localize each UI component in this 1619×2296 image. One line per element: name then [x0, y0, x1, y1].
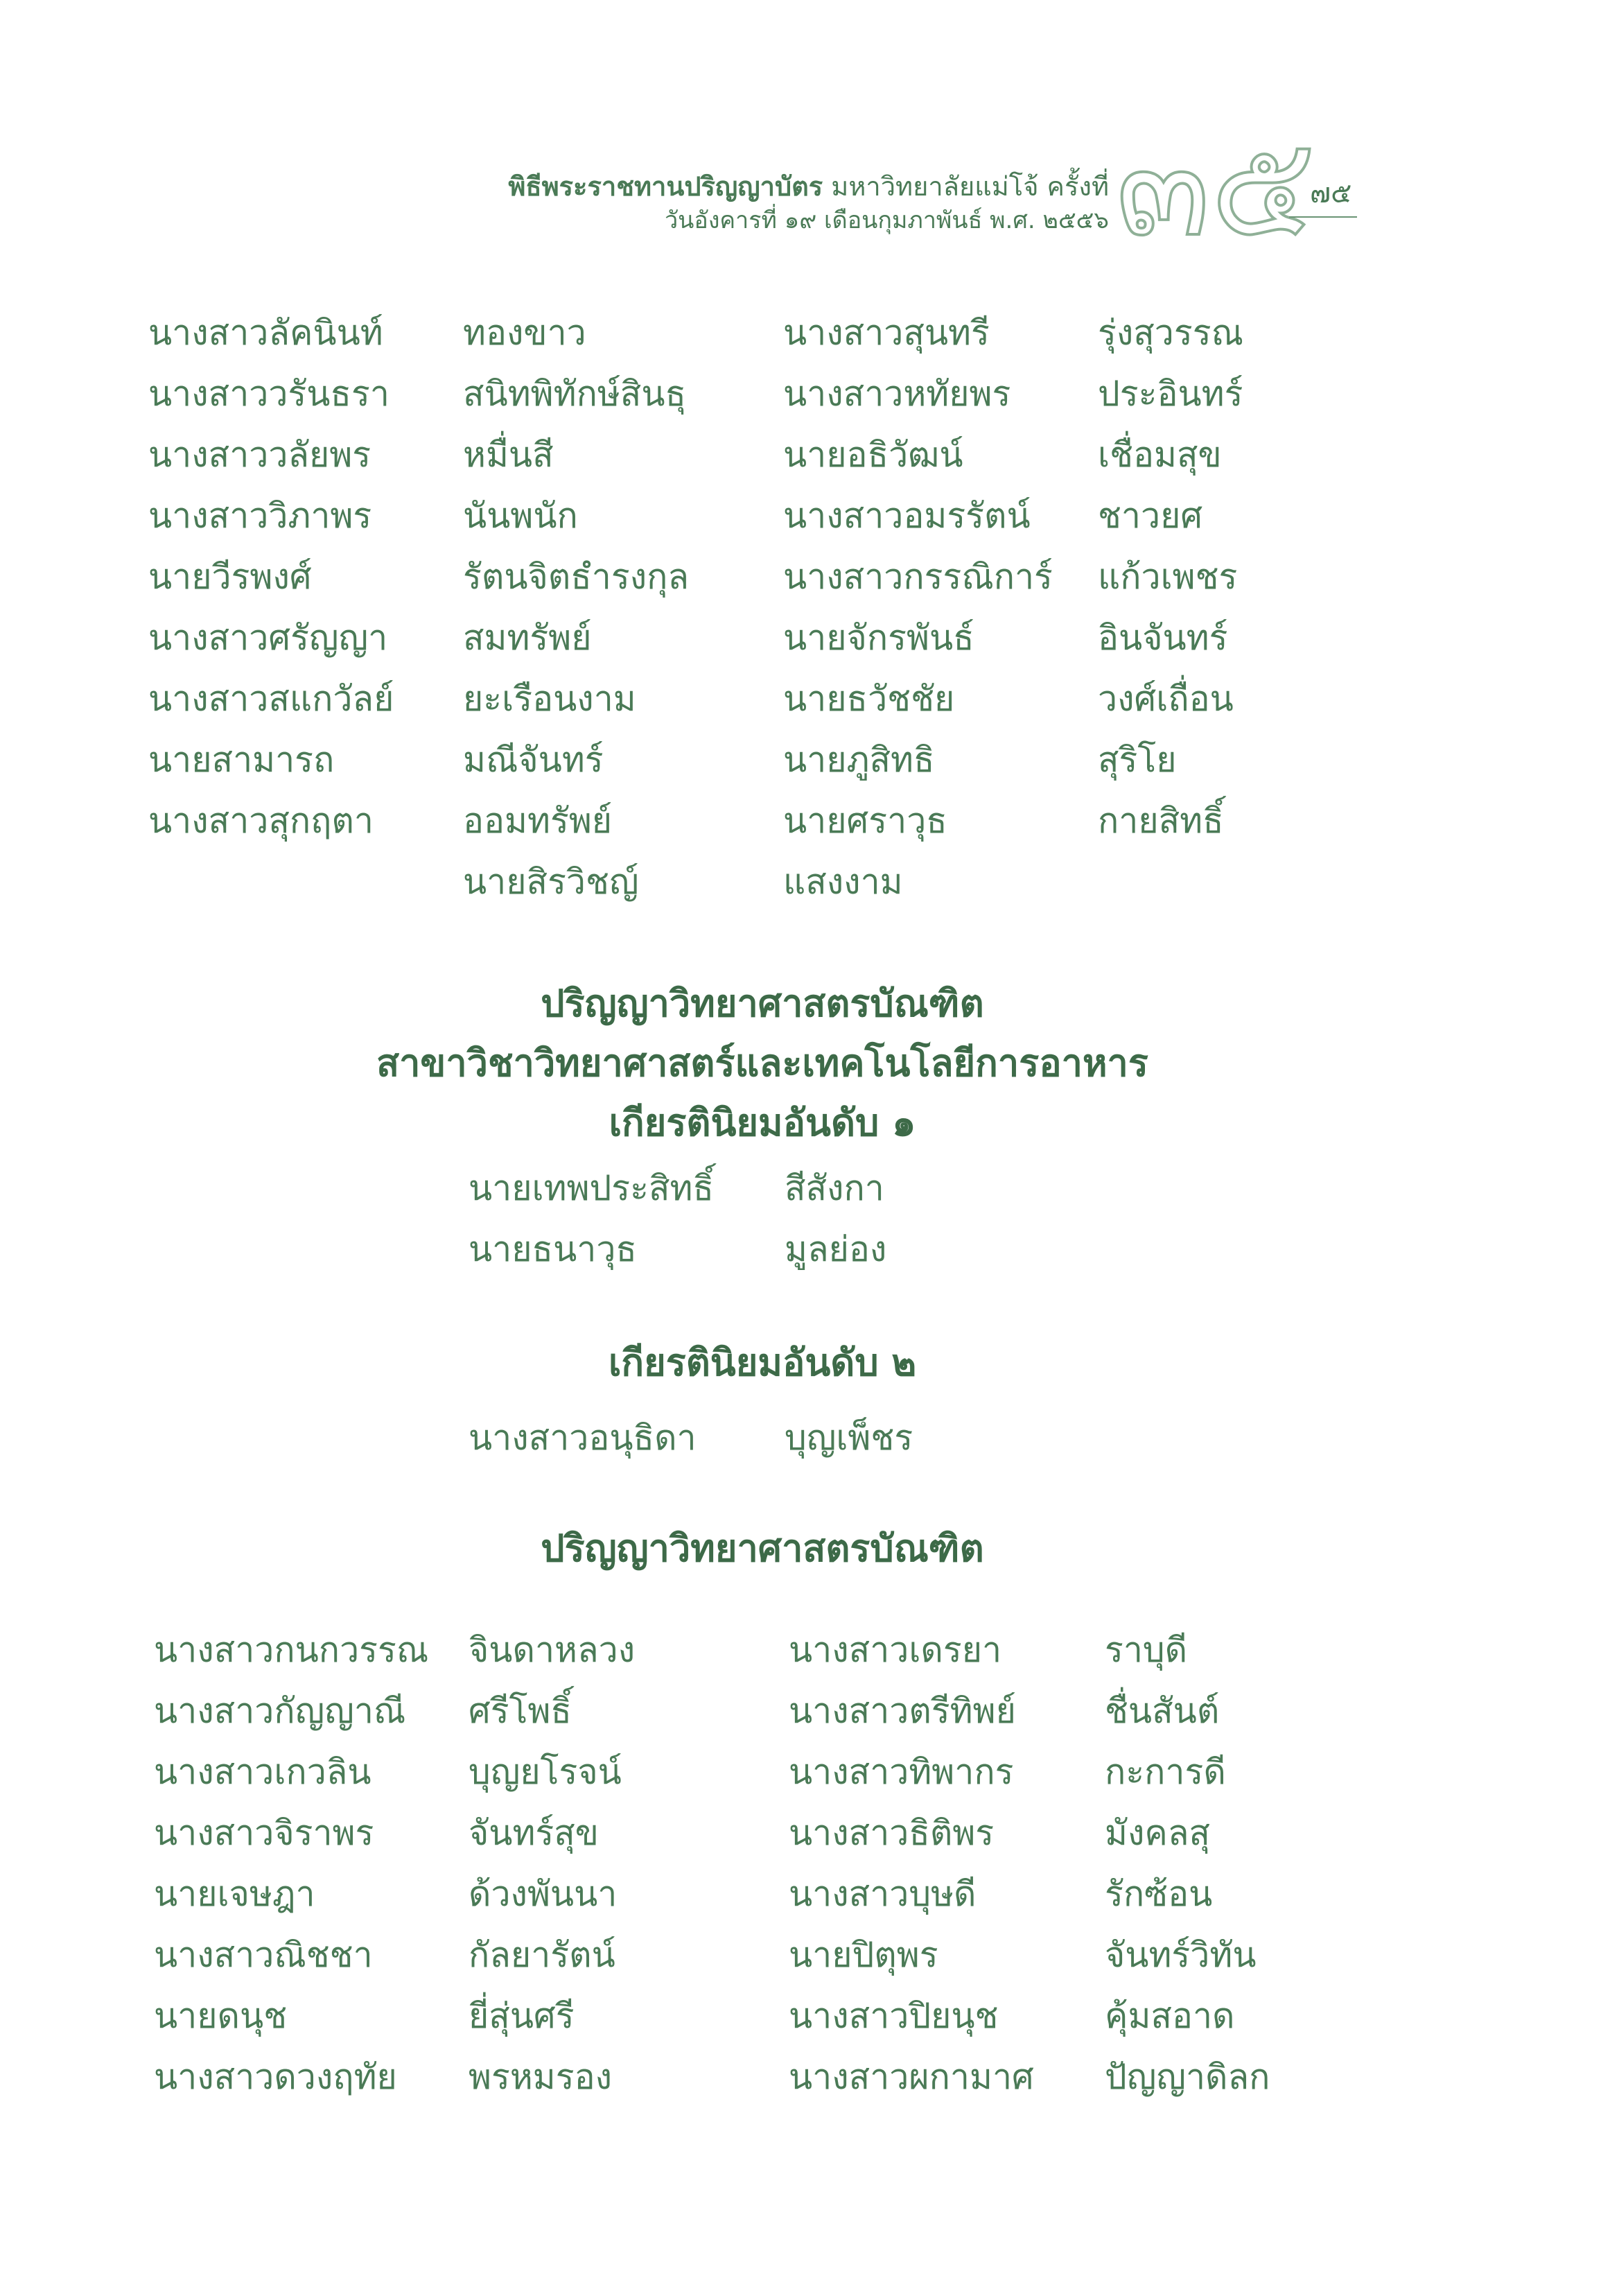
list-item: นางสาวศรัญญา: [148, 618, 388, 658]
list-item: นางสาวณิชชา: [154, 1935, 373, 1975]
list-item: นางสาววลัยพร: [148, 435, 371, 475]
last-name-column-1: [469, 1619, 635, 2107]
name-list-continued: [0, 302, 1619, 912]
honors1-last-names: [785, 1158, 886, 1280]
first-class-honors-heading: เกียรตินิยมอันดับ ๑: [609, 1101, 916, 1145]
list-item: นางสาวสุกฤตา: [148, 801, 374, 841]
list-item: แสงงาม: [783, 862, 903, 902]
first-name-column-2: [783, 302, 1053, 912]
major-heading: สาขาวิชาวิทยาศาสตร์และเทคโนโลยีการอาหาร: [376, 1041, 1148, 1085]
list-item: นางสาวเดรยา: [789, 1630, 1002, 1670]
list-item: จินดาหลวง: [469, 1630, 636, 1670]
list-item: ทองขาว: [463, 313, 586, 353]
honors2-last-names: [785, 1407, 913, 1468]
list-item: วงศ์เถื่อน: [1098, 679, 1234, 719]
page-header: [0, 0, 1619, 277]
list-item: มณีจันทร์: [463, 740, 604, 780]
honors2-first-names: [469, 1407, 697, 1468]
list-item: นายปิตุพร: [789, 1935, 938, 1975]
list-item: หมื่นสี: [463, 435, 554, 475]
list-item: นายดนุช: [154, 1996, 288, 2036]
list-item: นางสาวปิยนุช: [789, 1996, 999, 2036]
degree-heading: ปริญญาวิทยาศาสตรบัณฑิต: [541, 982, 984, 1025]
list-item: ออมทรัพย์: [463, 801, 613, 841]
list-item: นายธวัชชัย: [783, 679, 955, 719]
list-item: นางสาววรันธรา: [148, 374, 390, 414]
first-class-honors-list: [0, 1158, 1619, 1282]
list-item: คุ้มสอาด: [1105, 1996, 1235, 2036]
list-item: นางสาวธิติพร: [789, 1813, 995, 1853]
list-item: จันทร์สุข: [469, 1813, 599, 1853]
list-item: นายศราวุธ: [783, 801, 947, 841]
page-number: ๗๕: [1289, 171, 1357, 218]
list-item: นางสาวบุษดี: [789, 1874, 977, 1914]
list-item: ยะเรือนงาม: [463, 679, 636, 719]
list-item: กายสิทธิ์: [1098, 801, 1224, 841]
list-item: นางสาวดวงฤทัย: [154, 2057, 397, 2097]
list-item: ราบุดี: [1105, 1630, 1188, 1670]
list-item: นางสาวเกวลิน: [154, 1752, 371, 1792]
list-item: นางสาวตรีทิพย์: [789, 1691, 1016, 1731]
honors1-first-names: [469, 1158, 714, 1280]
list-item: นางสาวลัคนินท์: [148, 313, 383, 353]
list-item: สีสังกา: [785, 1168, 884, 1208]
second-class-honors-list: [0, 1407, 1619, 1470]
list-item: ประอินทร์: [1098, 374, 1243, 414]
ceremony-title-bold: พิธีพระราชทานปริญญาบัตร: [508, 171, 823, 202]
list-item: นายวีรพงศ์: [148, 557, 312, 597]
degree-heading-regular: ปริญญาวิทยาศาสตรบัณฑิต: [541, 1527, 984, 1570]
list-item: นางสาวสแกวัลย์: [148, 679, 394, 719]
list-item: บุญเพ็ชร: [785, 1418, 913, 1458]
ceremony-title-rest: มหาวิทยาลัยแม่โจ้ ครั้งที่: [823, 171, 1109, 202]
list-item: ปัญญาดิลก: [1105, 2057, 1270, 2097]
list-item: นางสาวสุนทรี: [783, 313, 990, 353]
list-item: บุญยโรจน์: [469, 1752, 622, 1792]
list-item: จันทร์วิทัน: [1105, 1935, 1257, 1975]
edition-number: ๓๕: [1116, 106, 1316, 268]
list-item: รักซ้อน: [1105, 1874, 1213, 1914]
list-item: นายสิรวิชญ์: [463, 862, 639, 902]
list-item: นางสาวกนกวรรณ: [154, 1630, 429, 1670]
second-class-honors-heading: เกียรตินิยมอันดับ ๒: [608, 1341, 917, 1384]
list-item: สมทรัพย์: [463, 618, 592, 658]
list-item: รุ่งสุวรรณ: [1098, 313, 1243, 353]
list-item: นางสาววิภาพร: [148, 496, 372, 536]
list-item: นายธนาวุธ: [469, 1229, 637, 1269]
list-item: นันพนัก: [463, 496, 578, 536]
last-name-column-1: [463, 302, 689, 912]
list-item: ชาวยศ: [1098, 496, 1203, 536]
list-item: นายสามารถ: [148, 740, 335, 780]
list-item: นางสาวอนุธิดา: [469, 1418, 697, 1458]
list-item: นายเทพประสิทธิ์: [469, 1168, 715, 1208]
list-item: นายจักรพันธ์: [783, 618, 974, 658]
list-item: นางสาวจิราพร: [154, 1813, 374, 1853]
list-item: ชื่นสันต์: [1105, 1691, 1220, 1731]
list-item: กะการดี: [1105, 1752, 1226, 1792]
list-item: พรหมรอง: [469, 2057, 613, 2097]
list-item: แก้วเพชร: [1098, 557, 1238, 597]
list-item: รัตนจิตธำรงกุล: [463, 557, 690, 597]
last-name-column-2: [1105, 1619, 1270, 2107]
list-item: นางสาวหทัยพร: [783, 374, 1011, 414]
last-name-column-2: [1098, 302, 1243, 851]
list-item: อินจันทร์: [1098, 618, 1228, 658]
first-name-column-2: [789, 1619, 1034, 2107]
list-item: นางสาวทิพากร: [789, 1752, 1014, 1792]
list-item: นางสาวกัญญาณี: [154, 1691, 406, 1731]
list-item: ยี่สุ่นศรี: [469, 1996, 575, 2036]
list-item: นางสาวผกามาศ: [789, 2057, 1034, 2097]
list-item: ศรีโพธิ์: [469, 1691, 572, 1731]
list-item: เชื่อมสุข: [1098, 435, 1222, 475]
list-item: นายภูสิทธิ: [783, 740, 935, 780]
list-item: สนิทพิทักษ์สินธุ: [463, 374, 687, 414]
list-item: มังคลสุ: [1105, 1813, 1210, 1853]
list-item: ด้วงพันนา: [469, 1874, 618, 1914]
list-item: นางสาวอมรรัตน์: [783, 496, 1031, 536]
graduate-name-list: [0, 1619, 1619, 2119]
first-name-column-1: [154, 1619, 428, 2107]
list-item: กัลยารัตน์: [469, 1935, 615, 1975]
ceremony-date: วันอังคารที่ ๑๙ เดือนกุมภาพันธ์ พ.ศ. ๒๕๕๖: [665, 207, 1109, 234]
first-name-column-1: [148, 302, 394, 851]
list-item: มูลย่อง: [785, 1229, 887, 1269]
list-item: สุริโย: [1098, 740, 1177, 780]
list-item: นางสาวกรรณิการ์: [783, 557, 1053, 597]
list-item: นายอธิวัฒน์: [783, 435, 963, 475]
list-item: นายเจษฎา: [154, 1874, 315, 1914]
